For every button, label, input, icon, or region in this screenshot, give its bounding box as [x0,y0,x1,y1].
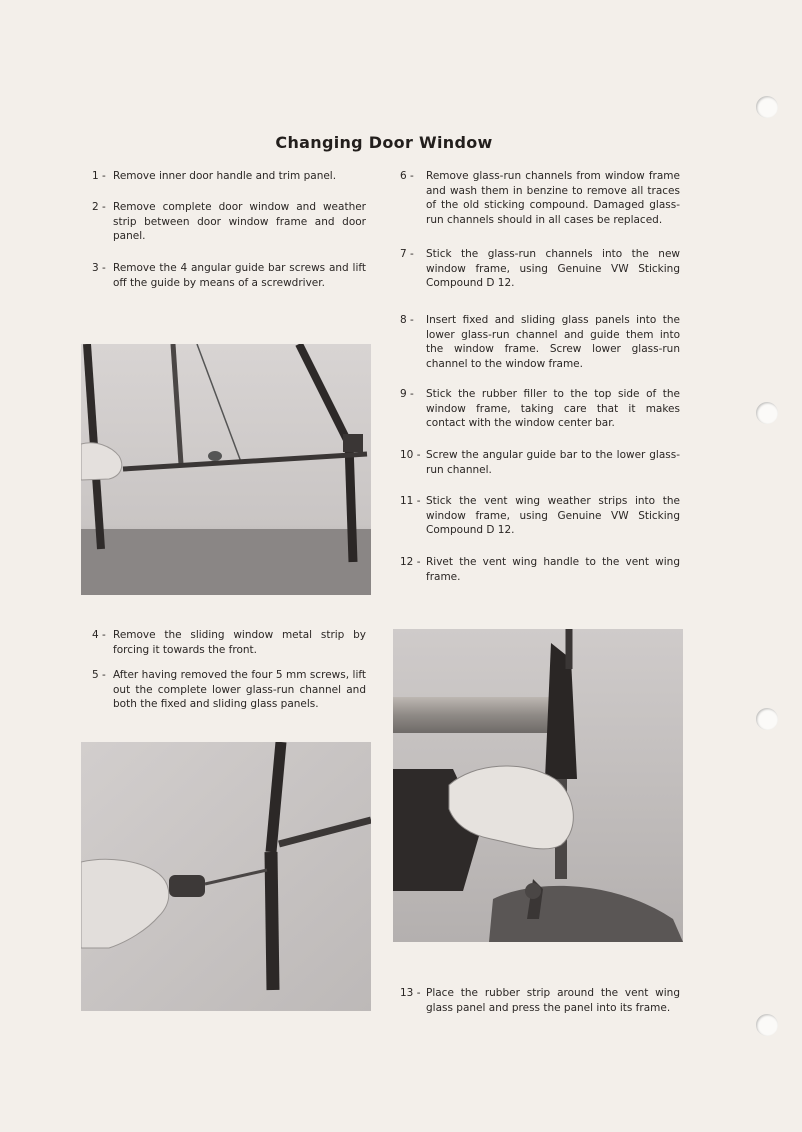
step-text: Insert fixed and sliding glass panels into the lower glass-run channel and guide them into the window frame. Screw lower glass-run channel to the window frame. [426,314,680,370]
step-number: 8 - [400,314,414,326]
step-text: Rivet the vent wing handle to the vent wing frame. [426,556,680,583]
step-number: 13 - [400,987,421,999]
step-text: Screw the angular guide bar to the lower glass-run channel. [426,449,680,476]
step-number: 5 - [92,669,106,681]
step-text: Stick the rubber filler to the top side of the window frame, taking care that it makes contact with the window center bar. [426,388,680,430]
step-5 [92,668,366,712]
step-2 [92,200,366,244]
step-3 [92,261,366,290]
step-text: Stick the glass-run channels into the new window frame, using Genuine VW Sticking Compound D 12. [426,248,680,290]
step-text: Remove glass-run channels from window frame and wash them in benzine to remove all traces of the old sticking compound. Damaged glass-run channels should in all cases be replaced. [426,170,680,226]
step-9 [400,387,680,431]
step-number: 3 - [92,262,106,274]
punch-hole [756,1014,778,1036]
step-4 [92,628,366,657]
photo-guide-bar-removal [81,344,371,595]
photo-screwdriver-frame [81,742,371,1011]
step-text: Stick the vent wing weather strips into the window frame, using Genuine VW Sticking Compound D 12. [426,495,680,537]
step-text: Remove complete door window and weather strip between door window frame and door panel. [113,201,366,243]
step-text: After having removed the four 5 mm screws, lift out the complete lower glass-run channel and both the fixed and sliding glass panels. [113,669,366,711]
step-8 [400,313,680,371]
step-number: 1 - [92,170,106,182]
punch-hole [756,96,778,118]
step-number: 11 - [400,495,421,507]
step-12 [400,555,680,584]
step-number: 9 - [400,388,414,400]
step-13 [400,986,680,1015]
step-6 [400,169,680,227]
punch-hole [756,402,778,424]
step-text: Remove the 4 angular guide bar screws and lift off the guide by means of a screwdriver. [113,262,366,289]
photo-rivet-vent-wing [393,629,683,942]
step-1 [92,169,366,184]
step-text: Remove the sliding window metal strip by forcing it towards the front. [113,629,366,656]
step-text: Place the rubber strip around the vent wing glass panel and press the panel into its frame. [426,987,680,1014]
page-title: Changing Door Window [275,133,493,152]
step-7 [400,247,680,291]
step-number: 6 - [400,170,414,182]
punch-hole [756,708,778,730]
step-number: 10 - [400,449,421,461]
step-number: 4 - [92,629,106,641]
step-11 [400,494,680,538]
step-number: 2 - [92,201,106,213]
step-number: 7 - [400,248,414,260]
step-10 [400,448,680,477]
step-number: 12 - [400,556,421,568]
step-text: Remove inner door handle and trim panel. [113,170,337,182]
